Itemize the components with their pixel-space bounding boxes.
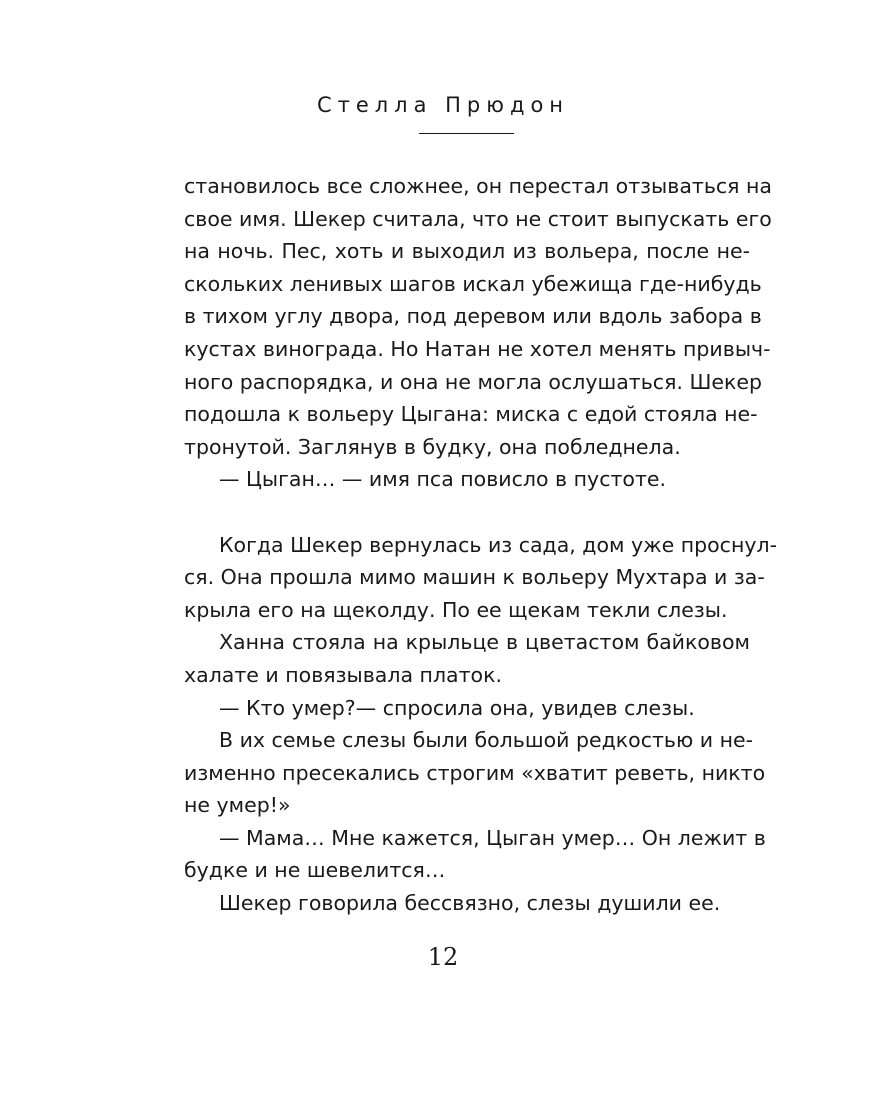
text-line: будке и не шевелится… [184,858,446,883]
text-line: ного распорядка, и она не могла ослушаться. Шекер [184,369,762,394]
text-line: становилось все сложнее, он перестал отзываться на [184,174,772,198]
text-line: свое имя. Шекер считала, что не стоит выпускать его [184,206,772,231]
text-line: изменно пресекались строгим «хватит реветь, никто [184,760,766,785]
paragraph-first-line: В их семье слезы были большой редкостью и не- [219,728,754,753]
paragraph-first-line: Ханна стояла на крыльце в цветастом байковом [219,630,750,655]
text-line: в тихом углу двора, под деревом или вдоль забора в [184,304,762,329]
text-line: кустах винограда. Но Натан не хотел менять привыч- [184,336,771,361]
section-break [184,496,750,529]
running-head: Стелла Прюдон [316,93,570,117]
text-line: подошла к вольеру Цыгана: миска с едой стояла не- [184,402,758,427]
text-line: скольких ленивых шагов искал убежища где-нибудь [184,271,762,296]
paragraph-first-line: Когда Шекер вернулась из сада, дом уже проснул- [219,532,777,557]
dialogue-line: — Мама… Мне кажется, Цыган умер… Он лежит в [219,825,766,850]
text-line: крыла его на щеколду. По ее щекам текли слезы. [184,597,728,622]
dialogue-line: — Цыган… — имя пса повисло в пустоте. [219,467,667,492]
dialogue-line: — Кто умер?— спросила она, увидев слезы. [219,695,695,720]
text-line: халате и повязывала платок. [184,662,502,687]
text-line: не умер!» [184,793,291,818]
text-line: тронутой. Заглянув в будку, она побледнела. [184,434,681,459]
text-line: ся. Она прошла мимо машин к вольеру Мухтара и за- [184,565,765,590]
paragraph-first-line: Шекер говорила бессвязно, слезы душили ее. [219,891,721,916]
body-text [184,170,777,920]
running-head-rule [419,133,514,134]
page-number: 12 [427,943,459,971]
text-line: на ночь. Пес, хоть и выходил из вольера, после не- [184,239,750,264]
